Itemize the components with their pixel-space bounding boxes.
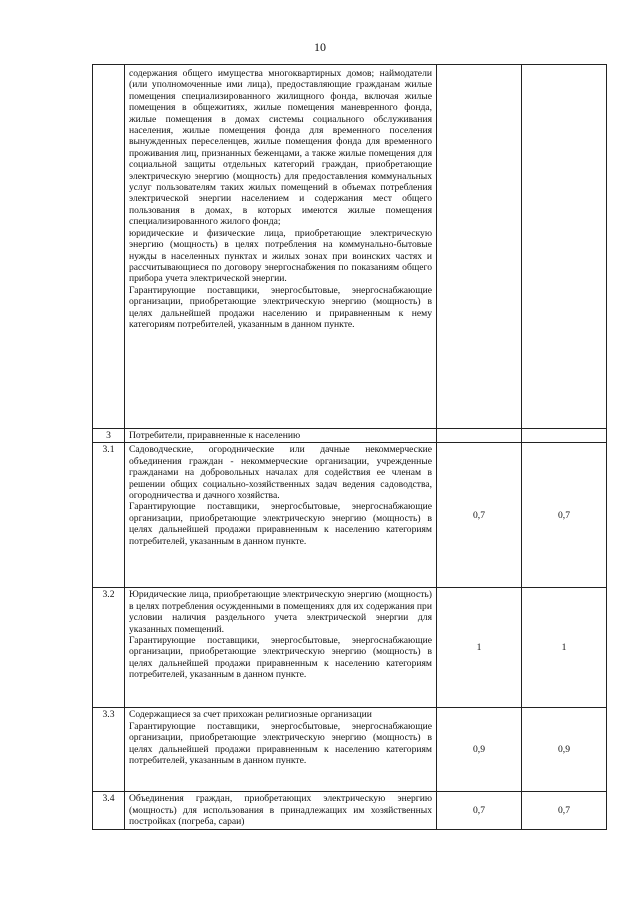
value-cell: 0,7 xyxy=(437,443,522,588)
table-row xyxy=(93,443,607,588)
table-row-continuation xyxy=(93,65,607,429)
row-number-cell: 3.3 xyxy=(93,708,125,792)
paragraph: Гарантирующие поставщики, энергосбытовые, энергоснабжающие организации, приобретающие электрическую энергию (мощность) в целях дальнейшей продажи населению и приравненным к нему категориям потребителей, указанным в данном пункте. xyxy=(129,284,432,330)
paragraph: Юридические лица, приобретающие электрическую энергию (мощность) в целях потребления осужденными в помещениях для их содержания при условии наличия раздельного учета электрической энергии для указанных помещений. xyxy=(129,589,432,635)
value-cell: 1 xyxy=(522,588,607,708)
row-description-cell xyxy=(125,588,437,708)
paragraph: Объединения граждан, приобретающих электрическую энергию (мощность) для использования в принадлежащих им хозяйственных постройках (погреба, сараи) xyxy=(129,793,432,828)
table-row xyxy=(93,588,607,708)
value-cell xyxy=(437,429,522,443)
row-description-cell xyxy=(125,429,437,443)
table-row xyxy=(93,792,607,830)
row-description-cell xyxy=(125,443,437,588)
row-description-cell xyxy=(125,792,437,830)
row-number-cell: 3.1 xyxy=(93,443,125,588)
value-cell: 0,7 xyxy=(522,792,607,830)
value-cell xyxy=(437,65,522,429)
table-row xyxy=(93,429,607,443)
row-number-cell: 3 xyxy=(93,429,125,443)
tariff-table xyxy=(92,64,607,830)
value-cell xyxy=(522,429,607,443)
value-cell: 0,9 xyxy=(522,708,607,792)
paragraph: юридические и физические лица, приобретающие электрическую энергию (мощность) в целях потребления на коммунально-бытовые нужды в населенных пунктах и жилых зонах при воинских частях и рассчитывающиеся по договору энергоснабжения по показаниям общего прибора учета электрической энергии. xyxy=(129,227,432,285)
row-description-cell xyxy=(125,708,437,792)
value-cell: 0,7 xyxy=(437,792,522,830)
paragraph: Гарантирующие поставщики, энергосбытовые, энергоснабжающие организации, приобретающие электрическую энергию (мощность) в целях дальнейшей продажи приравненным к населению категориям потребителей, указанным в данном пункте. xyxy=(129,501,432,547)
paragraph: Потребители, приравненные к населению xyxy=(129,430,301,441)
paragraph: содержания общего имущества многоквартирных домов; наймодатели (или уполномоченные ими лица), предоставляющие гражданам жилые помещения специализированного жилищного фонда, включая жилые помещения в общежитиях, жилые помещения маневренного фонда, жилые помещения в домах системы социального обслуживания населения, жилые помещения фонда для временного поселения вынужденных переселенцев, жилые помещения фонда для временного проживания лиц, признанных беженцами, а также жилые помещения для социальной защиты отдельных категорий граждан, приобретающие электрическую энергию (мощность) для предоставления коммунальных услуг пользователям таких жилых помещений в объемах потребления электрической энергии населением и содержания мест общего пользования в домах, в которых имеются жилые помещения специализированного жилого фонда; xyxy=(129,68,432,228)
row-number-cell: 3.2 xyxy=(93,588,125,708)
table-row xyxy=(93,708,607,792)
page-number: 10 xyxy=(314,40,326,54)
value-cell: 0,7 xyxy=(522,443,607,588)
paragraph: Гарантирующие поставщики, энергосбытовые, энергоснабжающие организации, приобретающие электрическую энергию (мощность) в целях дальнейшей продажи приравненным к населению категориям потребителей, указанным в данном пункте. xyxy=(129,720,432,767)
row-number-cell: 3.4 xyxy=(93,792,125,830)
row-description-cell xyxy=(125,65,437,429)
paragraph: Садоводческие, огороднические или дачные некоммерческие объединения граждан - некоммерческие организации, учрежденные гражданами на добровольных началах для содействия ее членам в решении общих социально-хозяйственных задач ведения садоводства, огородничества и дачного хозяйства. xyxy=(129,444,432,502)
paragraph: Гарантирующие поставщики, энергосбытовые, энергоснабжающие организации, приобретающие электрическую энергию (мощность) в целях дальнейшей продажи приравненным к населению категориям потребителей, указанным в данном пункте. xyxy=(129,635,432,681)
value-cell: 1 xyxy=(437,588,522,708)
value-cell xyxy=(522,65,607,429)
row-number-cell xyxy=(93,65,125,429)
paragraph: Содержащиеся за счет прихожан религиозные организации xyxy=(129,709,372,721)
value-cell: 0,9 xyxy=(437,708,522,792)
